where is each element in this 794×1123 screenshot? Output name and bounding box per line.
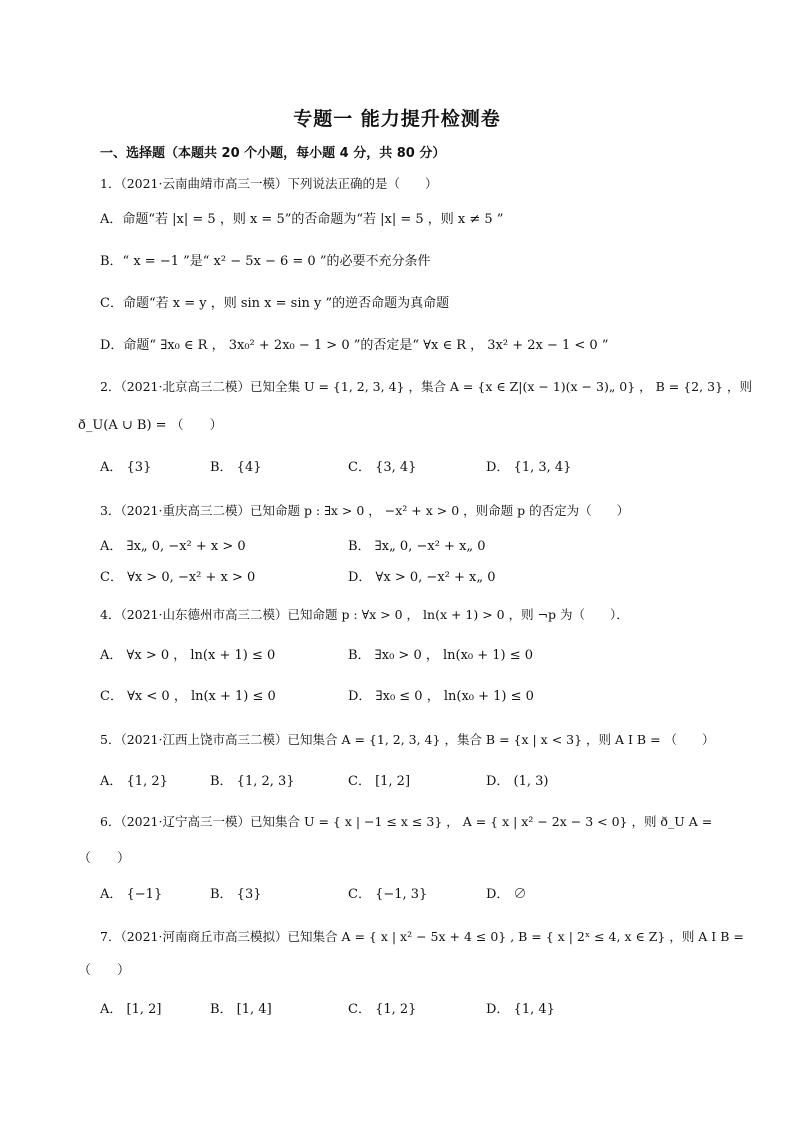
question-6-option-b: B． {3}	[210, 887, 262, 902]
question-7-option-a: A． [1, 2]	[100, 1002, 162, 1017]
question-4-option-b: B． ∃x₀ > 0 ， ln(x₀ + 1) ≤ 0	[348, 648, 534, 663]
question-4-option-c: C． ∀x < 0 ， ln(x + 1) ≤ 0	[100, 689, 276, 704]
question-5-option-a: A． {1, 2}	[100, 774, 168, 789]
question-6-option-c: C． {−1, 3}	[348, 887, 428, 902]
question-2-option-a: A． {3}	[100, 460, 152, 475]
question-4-options-row2	[100, 688, 734, 706]
question-4-option-a: A． ∀x > 0 ， ln(x + 1) ≤ 0	[100, 648, 276, 663]
question-6-stem-continued: （ ）	[78, 851, 131, 866]
question-7-options	[100, 1001, 734, 1019]
question-1-option-d: D．命题“ ∃x₀ ∈ R ， 3x₀² + 2x₀ − 1 > 0 ”的否定是“ ∀x ∈ R ， 3x² + 2x − 1 < 0 ”	[100, 338, 609, 353]
question-3-option-a: A． ∃x„ 0, −x² + x > 0	[100, 539, 246, 554]
question-7-stem: 7．（2021·河南商丘市高三模拟）已知集合 A = { x | x² − 5x + 4 ≤ 0} , B = { x | 2ˣ ≤ 4, x ∈ Z} ，则 A I B =	[100, 929, 744, 944]
question-3-option-d: D． ∀x > 0, −x² + x„ 0	[348, 570, 496, 585]
question-1-option-b: B．“ x = −1 ”是“ x² − 5x − 6 = 0 ”的必要不充分条件	[100, 254, 431, 269]
page-title: 专题一 能力提升检测卷	[293, 108, 501, 130]
question-5-option-c: C． [1, 2]	[348, 774, 411, 789]
question-3-option-c: C． ∀x > 0, −x² + x > 0	[100, 570, 256, 585]
question-2-stem: 2．（2021·北京高三二模）已知全集 U = {1, 2, 3, 4} ，集合 A = {x ∈ Z|(x − 1)(x − 3)„ 0} ， B = {2, 3} ，则	[100, 379, 752, 394]
question-3-options-row2	[100, 569, 734, 587]
question-4-stem: 4．（2021·山东德州市高三二模）已知命题 p : ∀x > 0 ， ln(x + 1) > 0 ，则 ¬p 为（ ）．	[100, 607, 629, 622]
question-5-options	[100, 773, 734, 791]
question-2-options	[100, 459, 734, 477]
question-1-option-c: C．命题“若 x = y ，则 sin x = sin y ”的逆否命题为真命题	[100, 296, 450, 311]
question-6-option-d: D． ∅	[486, 887, 527, 902]
question-6-options	[100, 886, 734, 904]
question-4-option-d: D． ∃x₀ ≤ 0 ， ln(x₀ + 1) ≤ 0	[348, 689, 534, 704]
question-7-option-b: B． [1, 4]	[210, 1002, 272, 1017]
question-6-stem: 6．（2021·辽宁高三一模）已知集合 U = { x | −1 ≤ x ≤ 3} ， A = { x | x² − 2x − 3 < 0} ，则 ð_U A =	[100, 814, 713, 829]
question-1-option-a: A．命题“若 |x| = 5 ，则 x = 5”的否命题为“若 |x| = 5 ，则 x ≠ 5 ”	[100, 212, 504, 227]
question-2-option-d: D． {1, 3, 4}	[486, 460, 572, 475]
question-5-option-b: B． {1, 2, 3}	[210, 774, 295, 789]
question-2-option-c: C． {3, 4}	[348, 460, 417, 475]
question-7-option-c: C． {1, 2}	[348, 1002, 417, 1017]
question-2-option-b: B． {4}	[210, 460, 262, 475]
question-4-options-row1	[100, 647, 734, 665]
question-2-stem-continued: ð_U(A ∪ B) = （ ）	[78, 418, 223, 433]
question-3-stem: 3．（2021·重庆高三二模）已知命题 p : ∃x > 0 ， −x² + x > 0 ，则命题 p 的否定为（ ）	[100, 503, 630, 518]
question-3-options-row1	[100, 538, 734, 556]
section-heading: 一、选择题（本题共 20 个小题，每小题 4 分，共 80 分）	[100, 146, 446, 161]
question-7-option-d: D． {1, 4}	[486, 1002, 555, 1017]
question-5-stem: 5．（2021·江西上饶市高三二模）已知集合 A = {1, 2, 3, 4} ，集合 B = {x | x < 3} ，则 A I B = （ ）	[100, 732, 715, 747]
question-3-option-b: B． ∃x„ 0, −x² + x„ 0	[348, 539, 486, 554]
question-7-stem-continued: （ ）	[78, 963, 131, 978]
question-5-option-d: D． (1, 3)	[486, 774, 549, 789]
question-1-stem: 1．（2021·云南曲靖市高三一模）下列说法正确的是（ ）	[100, 176, 438, 191]
question-6-option-a: A． {−1}	[100, 887, 163, 902]
